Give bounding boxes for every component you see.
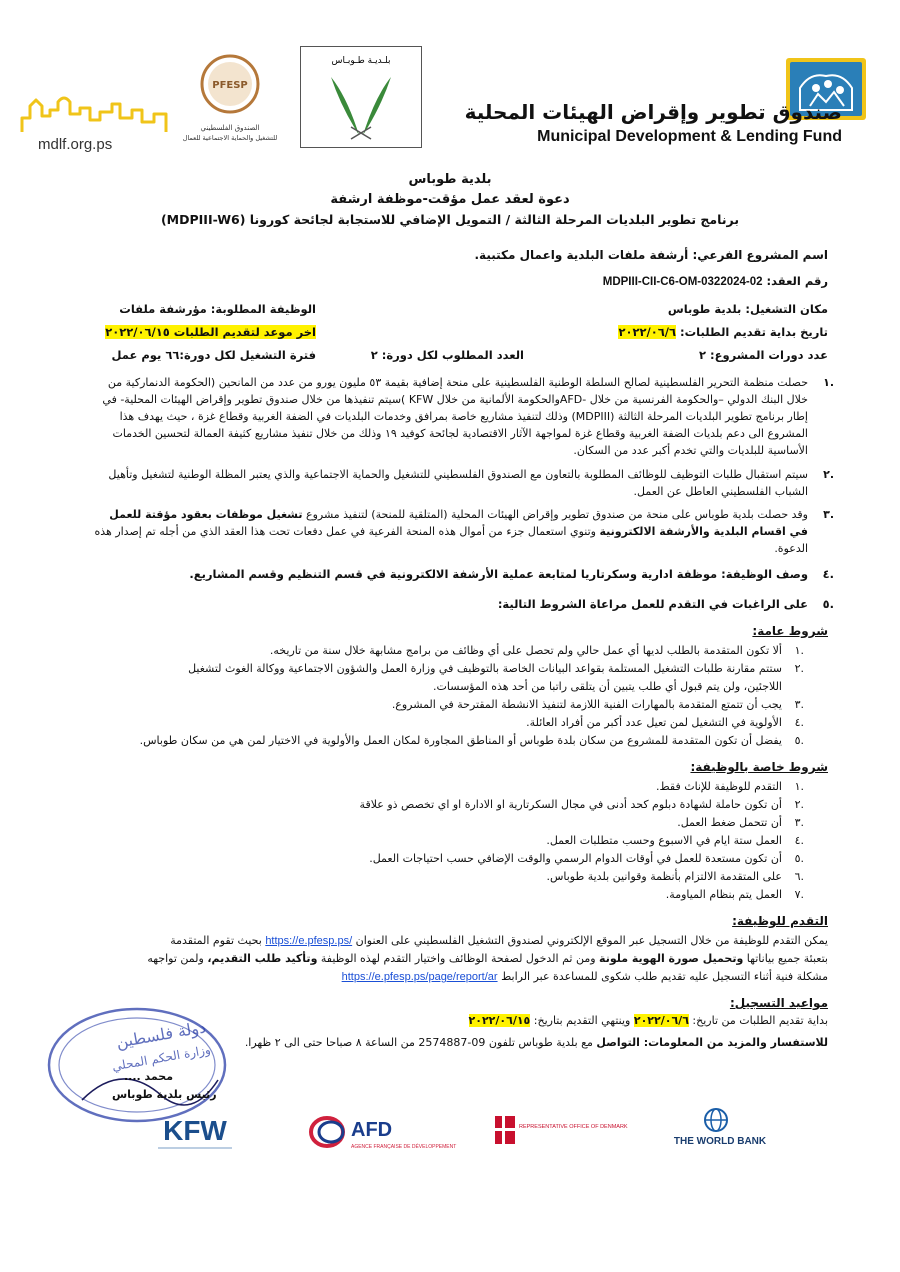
paragraph-number: .٢ [823, 468, 834, 481]
fund-name-en: Municipal Development & Lending Fund [537, 128, 842, 145]
apply-line-1 [170, 934, 828, 947]
paragraph-1 [88, 374, 834, 459]
paragraph-number: .٤ [822, 567, 834, 581]
start-date: ٢٠٢٢/٠٦/٦ [633, 1014, 689, 1027]
apply-line-3 [342, 970, 828, 983]
pfesp-name-ar-1: الصندوق الفلسطيني [200, 124, 260, 132]
denmark-text: REPRESENTATIVE OFFICE OF DENMARK [519, 1124, 628, 1130]
apply-text: ولمن تواجهه [147, 952, 208, 965]
project-cycles: عدد دورات المشروع: ٢ [698, 348, 828, 362]
start-date-label: تاريخ بداية تقديم الطلبات: [680, 325, 828, 339]
paragraph-text: على الراغبات في التقدم للعمل مراعاة الشروط التالية: [497, 597, 808, 611]
deadline-row [105, 325, 316, 339]
paragraph-text: وتنوي استعمال جزء من أموال هذه المنحة الفرعية في عمل دفعات تحت هذا العقد الذي من أجله تم إصدار هذه الدعوة. [94, 525, 808, 555]
complaint-report-link[interactable]: https://e.pfesp.ps/page/report/ar [341, 971, 498, 983]
general-condition-item: .١ألا تكون المتقدمة بالطلب لديها أي عمل حالي ولم تحصل على أي وظائف من برامج مشابهة خلال سنة من تاريخه. [269, 644, 804, 657]
special-condition-item: .٢أن تكون حاملة لشهادة دبلوم كحد أدنى في مجال السكرتارية او الادارة او اي تخصص ذو علاقة [359, 798, 804, 811]
registration-dates-line [469, 1014, 828, 1027]
paragraph-5 [88, 596, 834, 613]
paragraph-number: .٥ [822, 597, 834, 611]
apply-text: ومن ثم الدخول لصفحة الوظائف واختيار التقدم لهذه الوظيفة [317, 952, 600, 965]
special-conditions-title: شروط خاصة بالوظيفة: [690, 760, 828, 774]
general-condition-item: .٤الأولوية في التشغيل لمن تعيل عدد أكبر من أفراد العائلة. [526, 716, 804, 729]
municipality-logo-text: بلـديـة طـوبـاس [331, 56, 391, 66]
special-condition-item: .٤العمل ستة ايام في الاسبوع وحسب متطلبات العمل. [546, 834, 804, 847]
required-position: الوظيفة المطلوبة: مؤرشفة ملفات [119, 302, 316, 316]
signatory-name: محمد .... [124, 1070, 174, 1083]
paragraph-text: سيتم استقبال طلبات التوظيف للوظائف المطلوبة بالتعاون مع الصندوق الفلسطيني للتشغيل والحماية الاجتماعية والذي يعتبر المظلة الوطنية لتشغيل وتأهيل الشباب الفلسطيني العاطل عن العمل. [108, 468, 808, 498]
deadline-label: اخر موعد لتقديم الطلبات [173, 325, 316, 339]
website-url: mdlf.org.ps [38, 136, 113, 153]
municipality-title: بلدية طوباس [408, 172, 492, 187]
contract-number-value: MDPIII-CII-C6-OM-0322024-02 [602, 276, 763, 288]
paragraph-number: .١ [823, 376, 834, 389]
start-text: بداية تقديم الطلبات من تاريخ: [692, 1014, 828, 1027]
end-text: وينتهي التقديم بتاريخ: [533, 1014, 631, 1027]
apply-text: بتعبئة جميع بياناتها [743, 952, 828, 965]
deadline-value: ٢٠٢٢/٠٦/١٥ [105, 325, 170, 339]
signatory-title: رئيس بلدية طوباس [112, 1088, 217, 1101]
start-date-value: ٢٠٢٢/٠٦/٦ [618, 325, 677, 339]
paragraph-4 [88, 566, 834, 583]
paragraph-text: وصف الوظيفة: موظفة ادارية وسكرتاريا لمتابعة عملية الأرشفة الالكترونية في قسم التنظيم وقسم المشاريع. [189, 567, 808, 581]
paragraph-2 [88, 466, 834, 500]
stamp-text-1: دولة فلسطين [114, 1017, 208, 1052]
general-condition-item: .٣يجب أن تتمتع المتقدمة بالمهارات الفنية اللازمة لتنفيذ الانشطة المقترحة في المشروع. [391, 698, 804, 711]
required-per-cycle: العدد المطلوب لكل دورة: ٢ [370, 348, 524, 362]
end-date: ٢٠٢٢/٠٦/١٥ [468, 1014, 531, 1027]
skyline-logo [20, 92, 170, 136]
pfesp-name-ar-2: للتشغيل والحماية الاجتماعية للعمال [182, 134, 278, 142]
municipality-logo [300, 46, 422, 148]
afd-logo [305, 1106, 457, 1156]
paragraph-text: حصلت منظمة التحرير الفلسطينية لصالح السلطة الوطنية الفلسطينية على منحة إضافية بقيمة ٥٣ مليون يورو من عدد من المانحين (الحكومة الدنماركية من خلال البنك الدولي –والحكومة الفرنسية من خلال -AFDوالحكومة الألمانية من خلال KFW )سيتم تنفيذها من خلال صندوق تطوير وإقراض الهيئات المحلية- في إطار برنامج تطوير البلديات المرحلة الثالثة (MDPIII) وذلك لتنفيذ مشاريع خاصة بمرافق وخدمات البلديات في الضفة الغربية وقطاع غزة ، حيث يهدف هذا المشروع الى دعم بلديات الضفة الغربية وقطاع غزة لمواجهة الآثار الاقتصادية لجائحة كوفيد ١٩ وذلك من خلال تنفيذ مشاريع كثيفة العمالة لتحسين الخدمات الأساسية للبلديات والتي تخدم أكبر عدد من السكان. [102, 376, 808, 457]
special-condition-item: .٧العمل يتم بنظام المياومة. [665, 888, 804, 901]
apply-title: التقدم للوظيفة: [732, 914, 828, 928]
special-condition-item: .٥أن تكون مستعدة للعمل في أوقات الدوام الرسمي والوقت الإضافي حسب احتياجات العمل. [369, 852, 804, 865]
general-condition-item: اللاجئين، ولن يتم قبول أي طلب يتبين أن يتلقى راتبا من أحد هذه المؤسسات. [433, 680, 782, 693]
world-bank-logo [660, 1106, 780, 1156]
kfw-logo [150, 1106, 240, 1156]
stamp-text-2: وزارة الحكم المحلي [111, 1042, 212, 1074]
sub-project-name: اسم المشروع الفرعي: أرشفة ملفات البلدية واعمال مكتبية. [474, 248, 828, 262]
contact-text: مع بلدية طوباس تلفون 09-2574887 من الساعة ٨ صباحا حتى الى ٢ ظهرا. [244, 1036, 597, 1049]
call-title: دعوة لعقد عمل مؤقت-موظفة ارشفة [330, 192, 570, 207]
start-date-row [618, 325, 828, 339]
apply-text: يمكن التقدم للوظيفة من خلال التسجيل عبر الموقع الإلكتروني لصندوق التشغيل الفلسطيني على العنوان [355, 934, 828, 947]
contract-number [603, 274, 828, 288]
afd-text: AFD [351, 1119, 393, 1141]
registration-dates-title: مواعيد التسجيل: [729, 996, 828, 1010]
kfw-text: KFW [163, 1115, 227, 1146]
work-location: مكان التشغيل: بلدية طوباس [667, 302, 828, 316]
general-condition-item: .٢ستتم مقارنة طلبات التشغيل المستلمة بقواعد البيانات الخاصة بالتوظيف في وزارة العمل والشؤون الاجتماعية ووكالة الغوث لتشغيل [188, 662, 804, 675]
fund-name-ar: صندوق تطوير وإقراض الهيئات المحلية [464, 100, 842, 124]
afd-sub-text: AGENCE FRANÇAISE DE DÉVELOPPEMENT [351, 1144, 457, 1150]
contract-label: رقم العقد: [766, 274, 828, 288]
pfesp-logo [180, 52, 280, 150]
special-condition-item: .٦على المتقدمة الالتزام بأنظمة وقوانين بلدية طوباس. [546, 870, 804, 883]
special-condition-item: .٣أن تتحمل ضغط العمل. [677, 816, 804, 829]
general-condition-item: .٥يفضل أن تكون المتقدمة للمشروع من سكان بلدة طوباس أو المناطق المجاورة لمكان العمل والأولوية في الاختيار لمن هي من سكان طوباس. [139, 734, 804, 747]
apply-text-bold: وتحميل صورة الهوية ملونة [599, 952, 744, 965]
program-title: برنامج تطوير البلديات المرحلة الثالثة / التمويل الإضافي للاستجابة لجائحة كورونا (MDPIII-W6) [160, 212, 740, 227]
general-conditions-title: شروط عامة: [752, 624, 828, 638]
paragraph-number: .٣ [823, 508, 834, 521]
apply-text: مشكلة فنية أثناء التسجيل عليه تقديم طلب شكوى للمساعدة عبر الرابط [501, 970, 828, 983]
denmark-logo [493, 1106, 628, 1156]
world-bank-text: THE WORLD BANK [673, 1136, 767, 1147]
apply-text: بحيث تقوم المتقدمة [170, 934, 262, 947]
contact-label: للاستفسار والمزيد من المعلومات: التواصل [596, 1036, 828, 1049]
paragraph-text: وقد حصلت بلدية طوباس على منحة من صندوق تطوير وإقراض الهيئات المحلية (المتلقية للمنحة) لتنفيذ مشروع [302, 508, 808, 521]
special-condition-item: .١التقدم للوظيفة للإناث فقط. [655, 780, 804, 793]
work-period: فترة التشغيل لكل دورة:٦٦ يوم عمل [111, 348, 316, 362]
pfesp-logo-text: PFESP [212, 80, 248, 91]
apply-line-2 [147, 952, 828, 965]
paragraph-text-bold: تشغيل موظفات بعقود مؤقتة للعمل في اقسام البلدية والأرشفة الالكترونية [109, 508, 808, 538]
contact-line [245, 1036, 828, 1049]
pfesp-registration-link[interactable]: https://e.pfesp.ps/ [265, 935, 353, 947]
paragraph-3 [88, 506, 834, 557]
apply-text-bold: وتأكيد طلب التقديم، [207, 952, 318, 965]
